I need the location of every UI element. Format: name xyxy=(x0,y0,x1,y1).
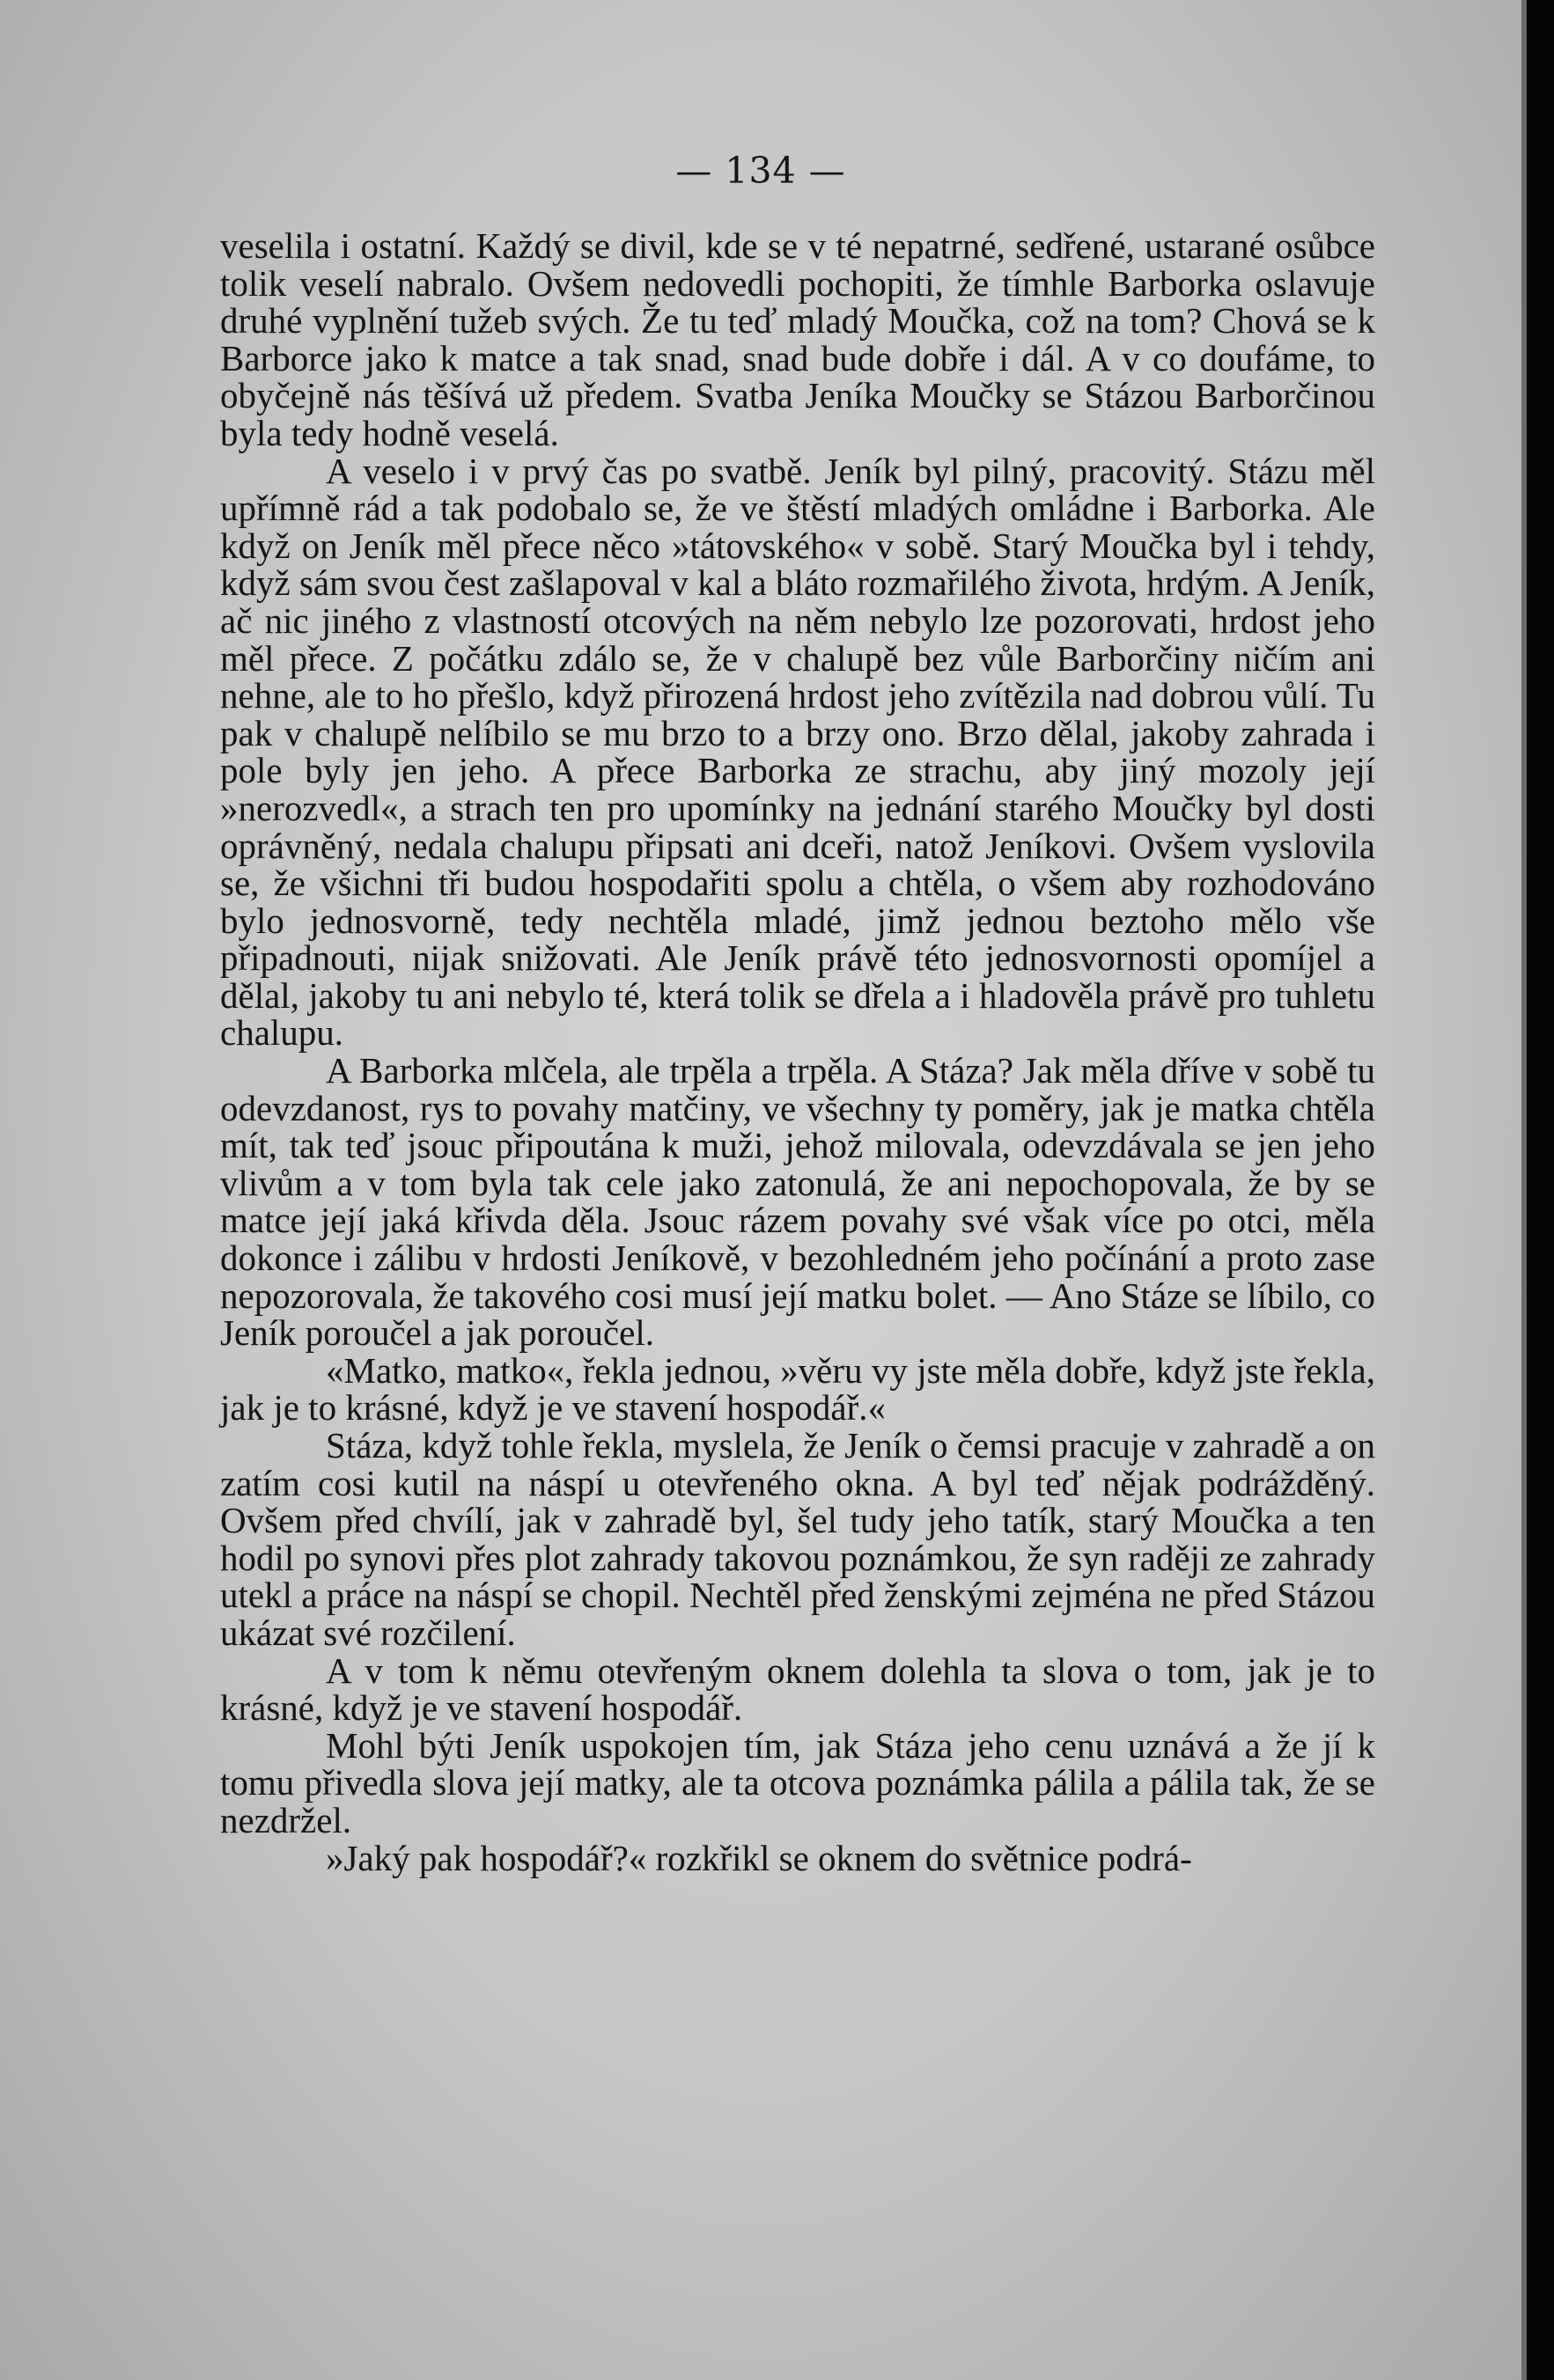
page-number: — 134 — xyxy=(675,150,846,192)
paragraph: «Matko, matko«, řekla jednou, »věru vy jste měla dobře, když jste řekla, jak je to krásné, když je ve stavení hospodář.« xyxy=(220,1349,1375,1429)
paragraph: »Jaký pak hospodář?« rozkřikl se oknem do světnice podrá- xyxy=(326,1837,1192,1878)
body-text xyxy=(220,227,1375,1877)
paragraph: A Barborka mlčela, ale trpěla a trpěla. A Stáza? Jak měla dříve v sobě tu odevzdanost, rys to povahy matčiny, ve všechny ty poměry, jak je matka chtěla mít, tak teď jsouc připoutána k muži, jehož milovala, odevzdávala se jen jeho vlivům a v tom byla tak cele jako zatonulá, že ani nepochopovala, že by se matce její jaká křivda děla. Jsouc rázem povahy své však více po otci, měla dokonce i zálibu v hrdosti Jeníkově, v bezohledném jeho počínání a proto zase nepozorovala, že takového cosi musí její matku bolet. — Ano Stáze se líbilo, co Jeník poroučel a jak poroučel. xyxy=(220,1050,1375,1354)
paragraph: Mohl býti Jeník uspokojen tím, jak Stáza jeho cenu uznává a že jí k tomu přivedla slova její matky, ale ta otcova poznámka pálila a pálila tak, že se nezdržel. xyxy=(220,1724,1375,1840)
paragraph: veselila i ostatní. Každý se divil, kde se v té nepatrné, sedřené, ustarané osůbce tolik veselí nabralo. Ovšem nedovedli pochopiti, že tímhle Barborka oslavuje druhé vyplnění tužeb svých. Že tu teď mladý Moučka, což na tom? Chová se k Barborce jako k matce a tak snad, snad bude dobře i dál. A v co doufáme, to obyčejně nás těšívá už předem. Svatba Jeníka Moučky se Stázou Barborčinou byla tedy hodně veselá. xyxy=(220,225,1375,453)
paragraph: A veselo i v prvý čas po svatbě. Jeník byl pilný, pracovitý. Stázu měl upřímně rád a tak podobalo se, že ve štěstí mladých omládne i Barborka. Ale když on Jeník měl přece něco »tátovského« v sobě. Starý Moučka byl i tehdy, když sám svou čest zašlapoval v kal a bláto rozmařilého života, hrdým. A Jeník, ač nic jiného z vlastností otcových na něm nebylo lze pozorovati, hrdost jeho měl přece. Z počátku zdálo se, že v chalupě bez vůle Barborčiny ničím ani nehne, ale to ho přešlo, když přirozená hrdost jeho zvítězila nad dobrou vůlí. Tu pak v chalupě nelíbilo se mu brzo to a brzy ono. Brzo dělal, jakoby zahrada i pole byly jen jeho. A přece Barborka ze strachu, aby jiný mozoly její »nerozvedl«, a strach ten pro upomínky na jednání starého Moučky byl dosti oprávněný, nedala chalupu připsati ani dceři, natož Jeníkovi. Ovšem vyslovila se, že všichni tři budou hospodařiti spolu a chtěla, o všem aby rozhodováno bylo jednosvorně, tedy nechtěla mladé, jimž jednou beztoho mělo vše připadnouti, nijak snižovati. Ale Jeník právě této jednosvornosti opomíjel a dělal, jakoby tu ani nebylo té, která tolik se dřela a i hladověla právě pro tuhletu chalupu. xyxy=(220,450,1375,1054)
paragraph: Stáza, když tohle řekla, myslela, že Jeník o čemsi pracuje v zahradě a on zatím cosi kutil na náspí u otevřeného okna. A byl teď nějak podrážděný. Ovšem před chvílí, jak v zahradě byl, šel tudy jeho tatík, starý Moučka a ten hodil po synovi přes plot zahrady takovou poznámkou, že syn raději ze zahrady utekl a práce na náspí se chopil. Nechtěl před ženskými zejména ne před Stázou ukázat své rozčilení. xyxy=(220,1425,1375,1653)
paragraph: A v tom k němu otevřeným oknem dolehla ta slova o tom, jak je to krásné, když je ve stavení hospodář. xyxy=(220,1649,1375,1729)
page-edge xyxy=(1521,0,1527,2380)
